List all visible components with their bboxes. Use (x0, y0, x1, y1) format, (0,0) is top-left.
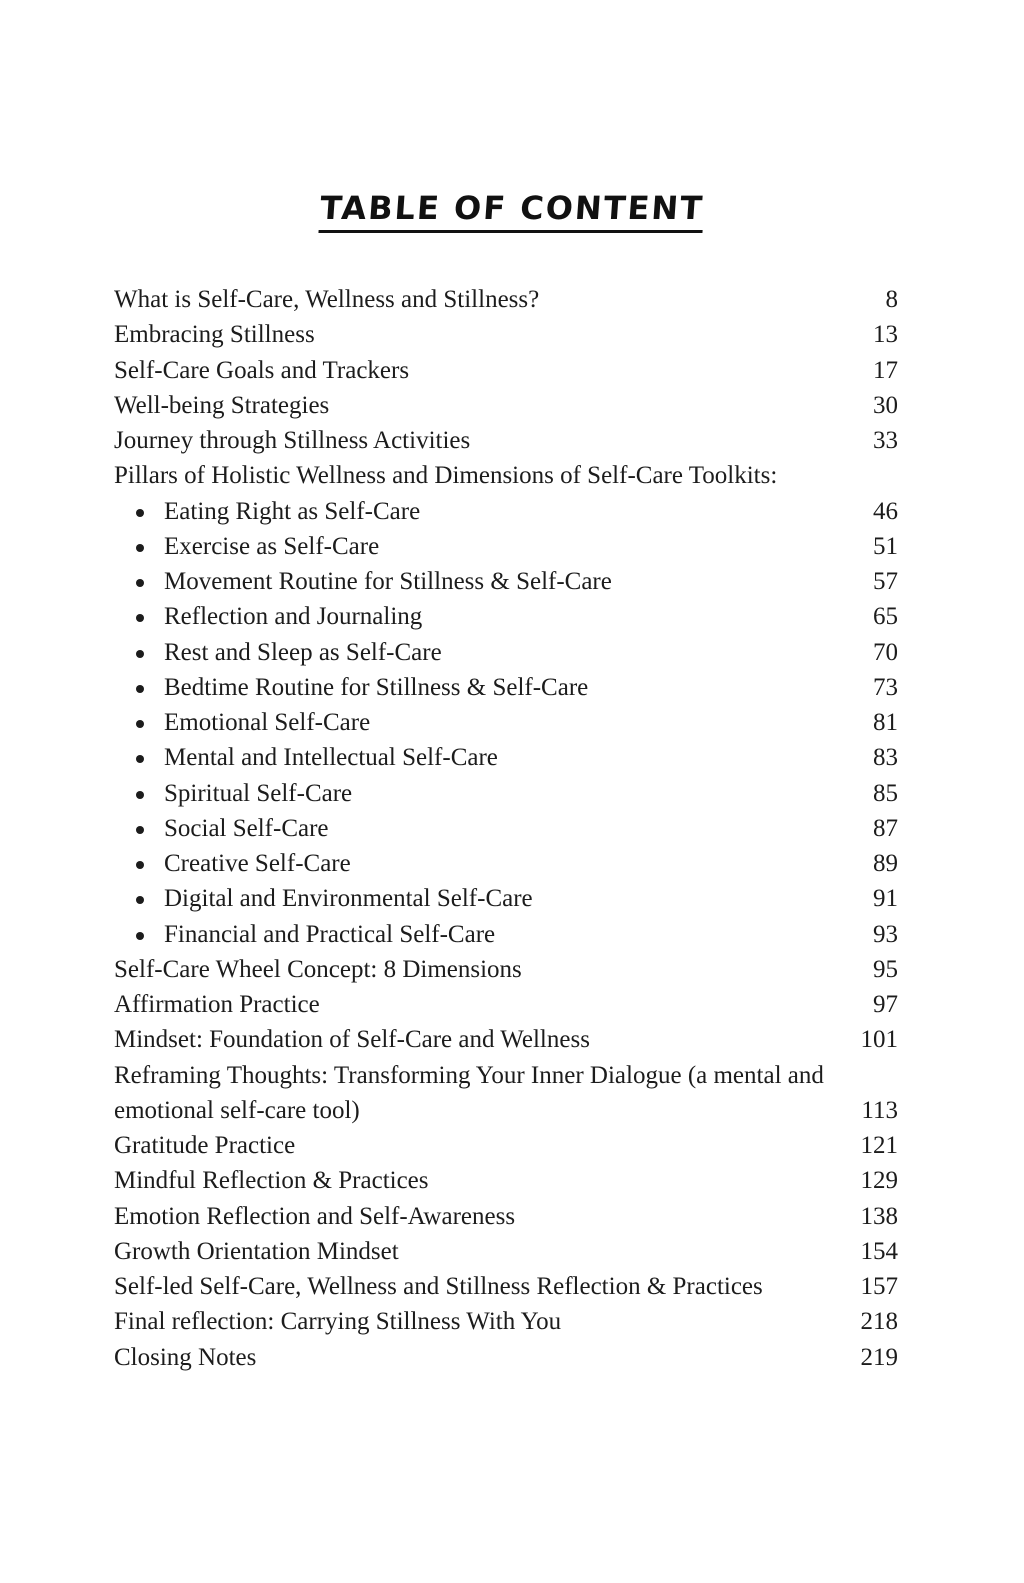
toc-entry[interactable] (114, 282, 898, 317)
toc-entry-page: 129 (860, 1167, 898, 1195)
toc-entry-page: 57 (873, 568, 898, 595)
toc-entry-label: Embracing Stillness (114, 321, 315, 349)
toc-entry-page: 17 (873, 356, 898, 384)
toc-entry[interactable] (114, 1093, 898, 1128)
toc-entry-label: Rest and Sleep as Self-Care (164, 638, 442, 666)
toc-entry-label: Reframing Thoughts: Transforming Your Inner Dialogue (a mental and (114, 1061, 824, 1089)
toc-entry-label: What is Self-Care, Wellness and Stillness? (114, 286, 540, 313)
toc-entry-label: Eating Right as Self-Care (164, 497, 421, 525)
toc-entry-label: Well-being Strategies (114, 391, 330, 419)
toc-entry[interactable] (114, 1269, 898, 1304)
toc-entry-page: 85 (873, 779, 898, 807)
toc-entry-page: 73 (873, 673, 898, 701)
toc-entry-page: 219 (860, 1343, 898, 1371)
bullet-icon (136, 826, 144, 834)
toc-entry-page: 33 (873, 427, 898, 454)
toc-entry-label: Mindful Reflection & Practices (114, 1167, 429, 1195)
toc-entry-label: emotional self-care tool) (114, 1096, 360, 1124)
toc-entry-label: Self-Care Wheel Concept: 8 Dimensions (114, 955, 522, 983)
toc-entry[interactable] (114, 1199, 898, 1234)
toc-sub-entry[interactable] (114, 811, 898, 846)
toc-entry-page: 97 (873, 991, 898, 1018)
toc-entry-page: 81 (873, 709, 898, 736)
toc-sub-entry[interactable] (114, 846, 898, 881)
toc-entry-page: 46 (873, 497, 898, 525)
toc-entry-label: Emotion Reflection and Self-Awareness (114, 1202, 516, 1230)
toc-sub-entry[interactable] (114, 494, 898, 529)
toc-entry-label: Gratitude Practice (114, 1132, 296, 1159)
toc-entry[interactable] (114, 388, 898, 423)
toc-entry-page: 83 (873, 744, 898, 772)
toc-sub-entry[interactable] (114, 776, 898, 811)
page-title-text: TABLE OF CONTENT (318, 188, 705, 233)
toc-entry-label: Mental and Intellectual Self-Care (164, 744, 498, 772)
toc-sub-entry[interactable] (114, 917, 898, 952)
toc-entry-label: Exercise as Self-Care (164, 532, 380, 560)
toc-entry-label: Digital and Environmental Self-Care (164, 885, 533, 913)
bullet-icon (136, 544, 144, 552)
toc-entry-page: 8 (885, 286, 898, 313)
bullet-icon (136, 650, 144, 658)
bullet-icon (136, 755, 144, 763)
toc-entry-label: Spiritual Self-Care (164, 779, 353, 807)
table-of-contents (114, 282, 898, 1375)
toc-section-heading (114, 458, 898, 493)
toc-entry-page: 91 (873, 885, 898, 913)
bullet-icon (136, 896, 144, 904)
toc-entry-page: 93 (873, 920, 898, 948)
toc-entry-page: 138 (860, 1202, 898, 1230)
toc-entry[interactable] (114, 1340, 898, 1375)
toc-entry-page: 95 (873, 955, 898, 983)
toc-entry-label: Journey through Stillness Activities (114, 427, 471, 454)
bullet-icon (136, 720, 144, 728)
toc-entry[interactable] (114, 952, 898, 987)
bullet-icon (136, 685, 144, 693)
toc-entry-label: Bedtime Routine for Stillness & Self-Care (164, 673, 589, 701)
bullet-icon (136, 614, 144, 622)
toc-entry-page: 70 (873, 638, 898, 666)
toc-entry-page: 89 (873, 850, 898, 877)
toc-entry[interactable] (114, 1128, 898, 1163)
toc-sub-entry[interactable] (114, 529, 898, 564)
toc-entry-page: 154 (860, 1237, 898, 1265)
toc-entry-page: 157 (860, 1273, 898, 1300)
toc-sub-entry[interactable] (114, 740, 898, 775)
toc-entry-label: Emotional Self-Care (164, 709, 371, 736)
toc-entry[interactable] (114, 317, 898, 352)
toc-entry[interactable] (114, 423, 898, 458)
toc-entry[interactable] (114, 1304, 898, 1339)
toc-entry-label: Growth Orientation Mindset (114, 1237, 399, 1265)
toc-entry-page: 113 (861, 1096, 898, 1124)
toc-entry-page: 65 (873, 603, 898, 631)
toc-entry-label: Mindset: Foundation of Self-Care and Wellness (114, 1026, 590, 1054)
toc-entry-page: 30 (873, 391, 898, 419)
toc-sub-entry[interactable] (114, 599, 898, 634)
toc-entry-label: Creative Self-Care (164, 850, 351, 877)
toc-entry-label: Closing Notes (114, 1343, 257, 1371)
toc-entry-page: 51 (873, 532, 898, 560)
toc-entry-label: Affirmation Practice (114, 991, 320, 1018)
bullet-icon (136, 791, 144, 799)
toc-entry-page: 13 (873, 321, 898, 349)
page-title (0, 188, 1024, 233)
toc-entry-label: Pillars of Holistic Wellness and Dimensions of Self-Care Toolkits: (114, 462, 778, 490)
toc-entry-label: Reflection and Journaling (164, 603, 423, 631)
toc-entry[interactable] (114, 1022, 898, 1057)
toc-sub-entry[interactable] (114, 705, 898, 740)
bullet-icon (136, 579, 144, 587)
toc-entry-page: 121 (860, 1132, 898, 1159)
toc-entry-label: Final reflection: Carrying Stillness With You (114, 1308, 562, 1336)
toc-entry[interactable] (114, 1234, 898, 1269)
toc-entry[interactable] (114, 353, 898, 388)
bullet-icon (136, 509, 144, 517)
toc-sub-entry[interactable] (114, 670, 898, 705)
toc-sub-entry[interactable] (114, 635, 898, 670)
toc-entry-label: Self-Care Goals and Trackers (114, 356, 410, 384)
toc-entry-page: 87 (873, 814, 898, 842)
toc-entry-label: Financial and Practical Self-Care (164, 920, 496, 948)
bullet-icon (136, 932, 144, 940)
toc-entry[interactable] (114, 987, 898, 1022)
toc-entry-page: 218 (860, 1308, 898, 1336)
toc-entry-label: Self-led Self-Care, Wellness and Stillness Reflection & Practices (114, 1273, 763, 1300)
toc-entry-page: 101 (860, 1026, 898, 1054)
toc-entry-label: Movement Routine for Stillness & Self-Care (164, 568, 612, 595)
toc-sub-entry[interactable] (114, 881, 898, 916)
toc-entry[interactable] (114, 1163, 898, 1198)
bullet-icon (136, 861, 144, 869)
toc-entry-wrapped-line[interactable] (114, 1058, 898, 1093)
toc-entry-label: Social Self-Care (164, 814, 329, 842)
toc-sub-entry[interactable] (114, 564, 898, 599)
